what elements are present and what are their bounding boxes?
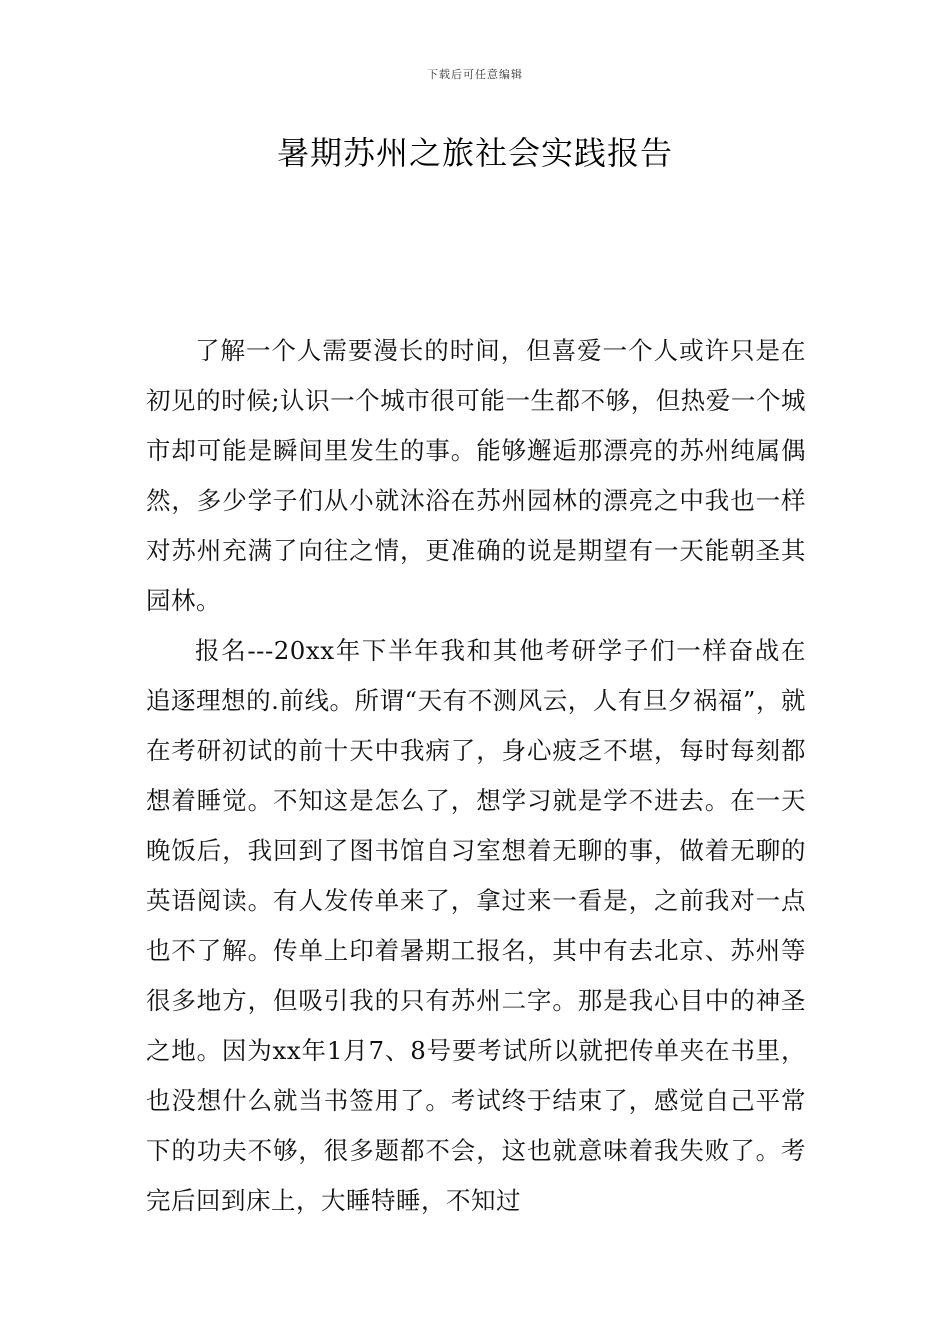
- document-title: 暑期苏州之旅社会实践报告: [276, 134, 673, 172]
- paragraph-registration: 报名---20xx年下半年我和其他考研学子们一样奋战在追逐理想的.前线。所谓“天有不测风云，人有旦夕祸福”，就在考研初试的前十天中我病了，身心疲乏不堪，每时每刻都想着睡觉。不知这是怎么了，想学习就是学不进去。在一天晚饭后，我回到了图书馆自习室想着无聊的事，做着无聊的英语阅读。有人发传单来了，拿过来一看是，之前我对一点也不了解。传单上印着暑期工报名，其中有去北京、苏州等很多地方，但吸引我的只有苏州二字。那是我心目中的神圣之地。因为xx年1月7、8号要考试所以就把传单夹在书里，也没想什么就当书签用了。考试终于结束了，感觉自己平常下的功夫不够，很多题都不会，这也就意味着我失败了。考完后回到床上，大睡特睡，不知过: [146, 636, 806, 1215]
- page-header-note: 下载后可任意编辑: [427, 68, 523, 81]
- document-body: [146, 326, 806, 1226]
- paragraph-intro: 了解一个人需要漫长的时间，但喜爱一个人或许只是在初见的时候;认识一个城市很可能一生都不够，但热爱一个城市却可能是瞬间里发生的事。能够邂逅那漂亮的苏州纯属偶然，多少学子们从小就沐浴在苏州园林的漂亮之中我也一样对苏州充满了向往之情，更准确的说是期望有一天能朝圣其园林。: [146, 336, 806, 615]
